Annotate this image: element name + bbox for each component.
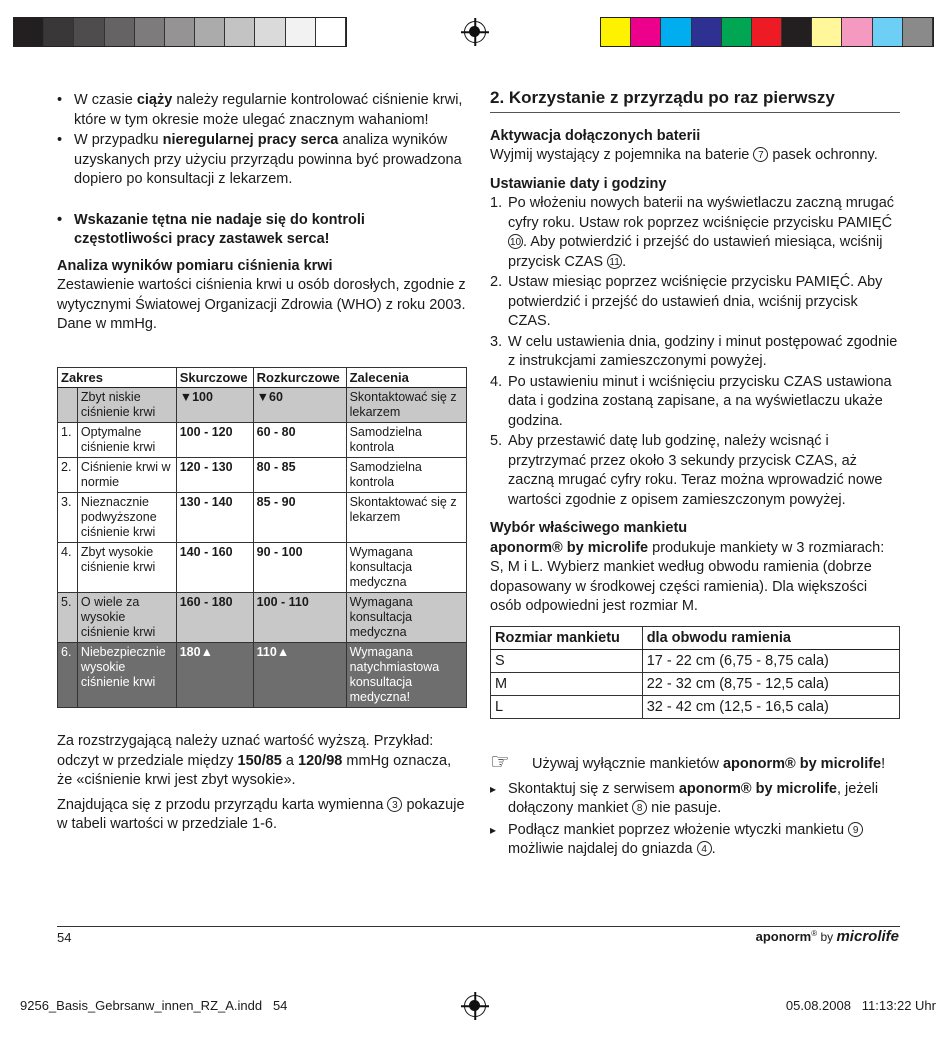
process-color-swatch (722, 18, 752, 46)
decisive-value-text: Za rozstrzygającą należy uznać wartość wyższą. Przykład: odczyt w przedziale między 150/85 a 120/98 mmHg oznacza, że «ciśnienie krwi jest zbyt wysokie». (57, 733, 452, 788)
header-range: Zakres (58, 368, 177, 388)
card-text: Znajdująca się z przodu przyrządu karta wymienna 3 pokazuje w tabeli wartości w przedziale 1-6. (57, 796, 465, 832)
row-diastolic: 90 - 100 (253, 543, 346, 593)
row-recommendation: Skontaktować się z lekarzem (346, 493, 466, 543)
date-step-1: 1. Po włożeniu nowych baterii na wyświetlaczu zaczną mrugać cyfry roku. Ustaw rok poprzez wciśnięcie przycisku PAMIĘĆ 10 . Aby potwierdzić i przejść do ustawień miesiąca, wciśnij przycisk CZAS 11 . (490, 195, 895, 270)
cuff-heading: Wybór właściwego mankietu (490, 520, 688, 536)
row-number: 2. (58, 458, 78, 493)
callout-number: 8 (632, 800, 647, 815)
gray-swatch (316, 18, 346, 46)
analysis-heading: Analiza wyników pomiaru ciśnienia krwi (57, 257, 333, 274)
row-diastolic: 85 - 90 (253, 493, 346, 543)
footer-rule (57, 926, 900, 927)
row-recommendation: Samodzielna kontrola (346, 423, 466, 458)
left-column (57, 91, 467, 335)
gray-swatch (44, 18, 74, 46)
row-number (58, 388, 78, 423)
cuff-size: S (491, 650, 643, 673)
date-step-4: 4. Po ustawieniu minut i wciśnięciu przycisku CZAS ustawiona data i godzina zostaną zapisane, a na wyświetlaczu ukaże godzina. (490, 373, 892, 429)
blood-pressure-table (57, 367, 467, 708)
right-column (490, 88, 900, 617)
brand-logo: aponorm® by microlife (755, 928, 899, 945)
cuff-row (491, 673, 900, 696)
header-arm-circumference: dla obwodu ramienia (642, 627, 899, 650)
gray-swatch (135, 18, 165, 46)
registration-mark-top (464, 21, 486, 43)
cuff-table-header (491, 627, 900, 650)
table-row (58, 643, 467, 708)
bullet-arrhythmia: • W przypadku nieregularnej pracy serca analiza wyników uzyskanych przy użyciu przyrządu powinna być prowadzona dopiero po konsultacji z lekarzem. (57, 131, 467, 190)
process-color-swatch (782, 18, 812, 46)
row-number: 1. (58, 423, 78, 458)
connect-cuff-note: ▸ Podłącz mankiet poprzez włożenie wtyczki mankietu 9 możliwie najdalej do gniazda 4 . (490, 821, 900, 860)
left-column-bottom (57, 732, 467, 835)
row-diastolic: 110▲ (253, 643, 346, 708)
gray-swatch (255, 18, 285, 46)
gray-swatch (225, 18, 255, 46)
row-systolic: 100 - 120 (176, 423, 253, 458)
row-diastolic: 80 - 85 (253, 458, 346, 493)
row-range: O wiele za wysokie ciśnienie krwi (77, 593, 176, 643)
cuff-row (491, 696, 900, 719)
date-step-5: 5. Aby przestawić datę lub godzinę, należy wcisnąć i przytrzymać przez około 3 sekundy przycisk CZAS, aż zaczną mrugać cyfry roku. Teraz można wprowadzić nowe wartości zgodnie z opisem zamieszczonym powyżej. (490, 433, 883, 508)
callout-number: 9 (848, 822, 863, 837)
date-step-2: 2. Ustaw miesiąc poprzez wciśnięcie przycisku PAMIĘĆ. Aby potwierdzić i przejść do ustawień dnia, wciśnij przycisk CZAS. (490, 274, 883, 329)
callout-number: 10 (508, 234, 523, 249)
row-recommendation: Samodzielna kontrola (346, 458, 466, 493)
registration-mark-bottom (464, 995, 486, 1017)
file-info: 9256_Basis_Gebrsanw_innen_RZ_A.indd 54 (20, 998, 288, 1013)
gray-swatch (165, 18, 195, 46)
callout-number: 3 (387, 797, 402, 812)
row-number: 4. (58, 543, 78, 593)
date-step-3: 3. W celu ustawienia dnia, godziny i minut postępować zgodnie z instrukcjami zamieszczonymi powyżej. (490, 333, 898, 369)
process-color-swatch (631, 18, 661, 46)
cuff-arm-range: 17 - 22 cm (6,75 - 8,75 cala) (642, 650, 899, 673)
row-range: Optymalne ciśnienie krwi (77, 423, 176, 458)
row-range: Ciśnienie krwi w normie (77, 458, 176, 493)
row-systolic: ▼100 (176, 388, 253, 423)
table-row (58, 388, 467, 423)
table-row (58, 493, 467, 543)
row-number: 6. (58, 643, 78, 708)
analysis-text: Zestawienie wartości ciśnienia krwi u osób dorosłych, zgodnie z wytycznymi Światowej Organizacji Zdrowia (WHO) z roku 2003. Dane w mmHg. (57, 277, 466, 332)
row-systolic: 120 - 130 (176, 458, 253, 493)
row-range: Niebezpiecznie wysokie ciśnienie krwi (77, 643, 176, 708)
row-systolic: 180▲ (176, 643, 253, 708)
cuff-hint: ☞ Używaj wyłącznie mankietów aponorm® by microlife! (490, 749, 886, 774)
process-color-swatch (601, 18, 631, 46)
cuff-arm-range: 22 - 32 cm (8,75 - 12,5 cala) (642, 673, 899, 696)
row-diastolic: ▼60 (253, 388, 346, 423)
row-diastolic: 100 - 110 (253, 593, 346, 643)
cuff-size-table (490, 626, 900, 719)
pointing-hand-icon: ☞ (490, 749, 510, 774)
table-header-row (58, 368, 467, 388)
battery-heading: Aktywacja dołączonych baterii (490, 127, 701, 144)
process-color-swatch (903, 18, 933, 46)
cuff-text: aponorm® by microlife produkuje mankiety w 3 rozmiarach: S, M i L. Wybierz mankiet według obwodu ramienia (dobrze dopasowany w środkowej części ramienia). Dla większości osób odpowiedni jest rozmiar M. (490, 539, 885, 614)
row-recommendation: Wymagana konsultacja medyczna (346, 543, 466, 593)
right-column-bottom (490, 749, 900, 860)
gray-swatch (14, 18, 44, 46)
date-info: 05.08.2008 11:13:22 Uhr (785, 998, 936, 1013)
callout-number: 7 (753, 147, 768, 162)
gray-swatch (195, 18, 225, 46)
header-diastolic: Rozkurczowe (253, 368, 346, 388)
process-color-swatch (661, 18, 691, 46)
table-row (58, 458, 467, 493)
row-recommendation: Wymagana konsultacja medyczna (346, 593, 466, 643)
process-color-swatch (873, 18, 903, 46)
page-number: 54 (57, 930, 72, 945)
table-row (58, 593, 467, 643)
cuff-size: L (491, 696, 643, 719)
process-color-swatch (842, 18, 872, 46)
row-diastolic: 60 - 80 (253, 423, 346, 458)
battery-text: Wyjmij wystający z pojemnika na baterie 7 pasek ochronny. (490, 147, 878, 163)
table-row (58, 423, 467, 458)
cuff-arm-range: 32 - 42 cm (12,5 - 16,5 cala) (642, 696, 899, 719)
row-number: 3. (58, 493, 78, 543)
row-range: Zbyt wysokie ciśnienie krwi (77, 543, 176, 593)
bullet-pregnancy: • W czasie ciąży należy regularnie kontrolować ciśnienie krwi, które w tym okresie może ulegać znacznym wahaniom! (57, 91, 467, 130)
service-note: ▸ Skontaktuj się z serwisem aponorm® by microlife, jeżeli dołączony mankiet 8 nie pasuje. (490, 780, 900, 819)
process-color-swatch (812, 18, 842, 46)
gray-swatch (105, 18, 135, 46)
header-recommendation: Zalecenia (346, 368, 466, 388)
grayscale-color-bar (13, 17, 347, 47)
header-cuff-size: Rozmiar mankietu (491, 627, 643, 650)
row-range: Nieznacznie podwyższone ciśnienie krwi (77, 493, 176, 543)
cuff-row (491, 650, 900, 673)
row-systolic: 130 - 140 (176, 493, 253, 543)
row-number: 5. (58, 593, 78, 643)
row-recommendation: Wymagana natychmiastowa konsultacja medyczna! (346, 643, 466, 708)
header-systolic: Skurczowe (176, 368, 253, 388)
row-systolic: 160 - 180 (176, 593, 253, 643)
row-systolic: 140 - 160 (176, 543, 253, 593)
process-color-swatch (692, 18, 722, 46)
section-title: 2. Korzystanie z przyrządu po raz pierwszy (490, 88, 900, 113)
callout-number: 4 (697, 841, 712, 856)
cuff-size: M (491, 673, 643, 696)
process-color-bar (600, 17, 934, 47)
table-row (58, 543, 467, 593)
gray-swatch (286, 18, 316, 46)
callout-number: 11 (607, 254, 622, 269)
gray-swatch (74, 18, 104, 46)
row-recommendation: Skontaktować się z lekarzem (346, 388, 466, 423)
date-heading: Ustawianie daty i godziny (490, 175, 667, 192)
row-range: Zbyt niskie ciśnienie krwi (77, 388, 176, 423)
process-color-swatch (752, 18, 782, 46)
bullet-pulse-warning: • Wskazanie tętna nie nadaje się do kontroli częstotliwości pracy zastawek serca! (57, 211, 467, 250)
